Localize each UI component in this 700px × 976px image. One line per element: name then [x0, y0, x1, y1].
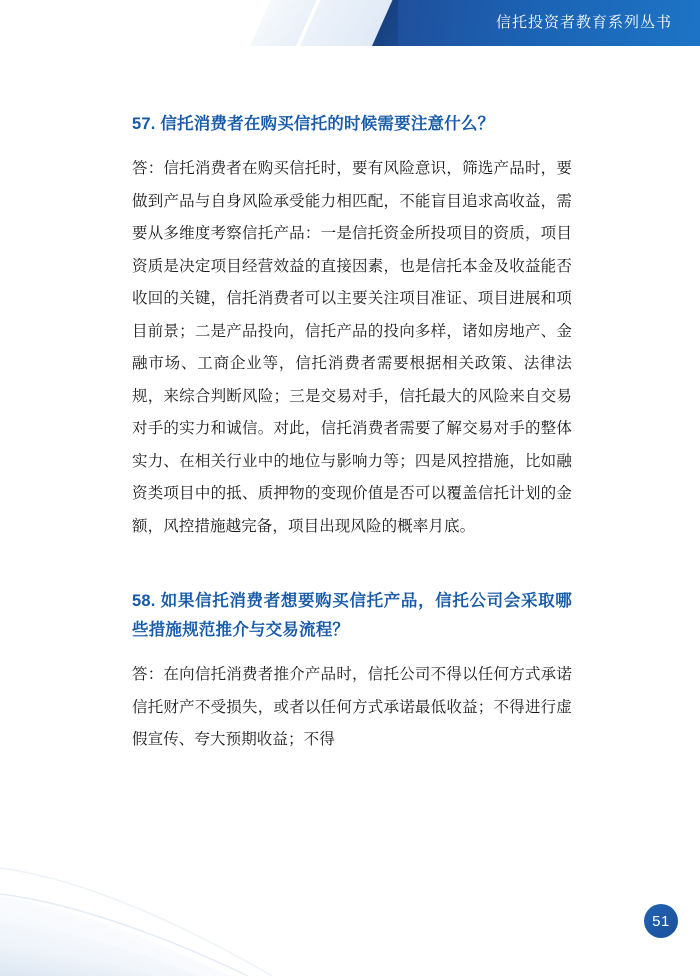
question-heading-58: 58. 如果信托消费者想要购买信托产品，信托公司会采取哪些措施规范推介与交易流程？	[132, 592, 572, 639]
page-content	[132, 110, 572, 757]
answer-paragraph-57: 答：信托消费者在购买信托时，要有风险意识，筛选产品时，要做到产品与自身风险承受能力相匹配，不能盲目追求高收益，需要从多维度考察信托产品：一是信托资金所投项目的资质，项目资质是决定项目经营效益的直接因素，也是信托本金及收益能否收回的关键，信托消费者可以主要关注项目准证、项目进展和项目前景；二是产品投向，信托产品的投向多样，诸如房地产、金融市场、工商企业等，信托消费者需要根据相关政策、法律法规，来综合判断风险；三是交易对手，信托最大的风险来自交易对手的实力和诚信。对此，信托消费者需要了解交易对手的整体实力、在相关行业中的地位与影响力等；四是风控措施，比如融资类项目中的抵、质押物的变现价值是否可以覆盖信托计划的金额，风控措施越完备，项目出现风险的概率月底。	[132, 160, 572, 535]
series-title: 信托投资者教育系列丛书	[495, 14, 672, 31]
answer-paragraph-58: 答：在向信托消费者推介产品时，信托公司不得以任何方式承诺信托财产不受损失，或者以任何方式承诺最低收益；不得进行虚假宣传、夸大预期收益；不得	[132, 666, 572, 748]
page-header	[0, 0, 700, 46]
decorative-swoosh	[0, 746, 300, 976]
page-number-badge: 51	[644, 904, 678, 938]
question-heading-57: 57. 信托消费者在购买信托的时候需要注意什么？	[132, 115, 495, 133]
